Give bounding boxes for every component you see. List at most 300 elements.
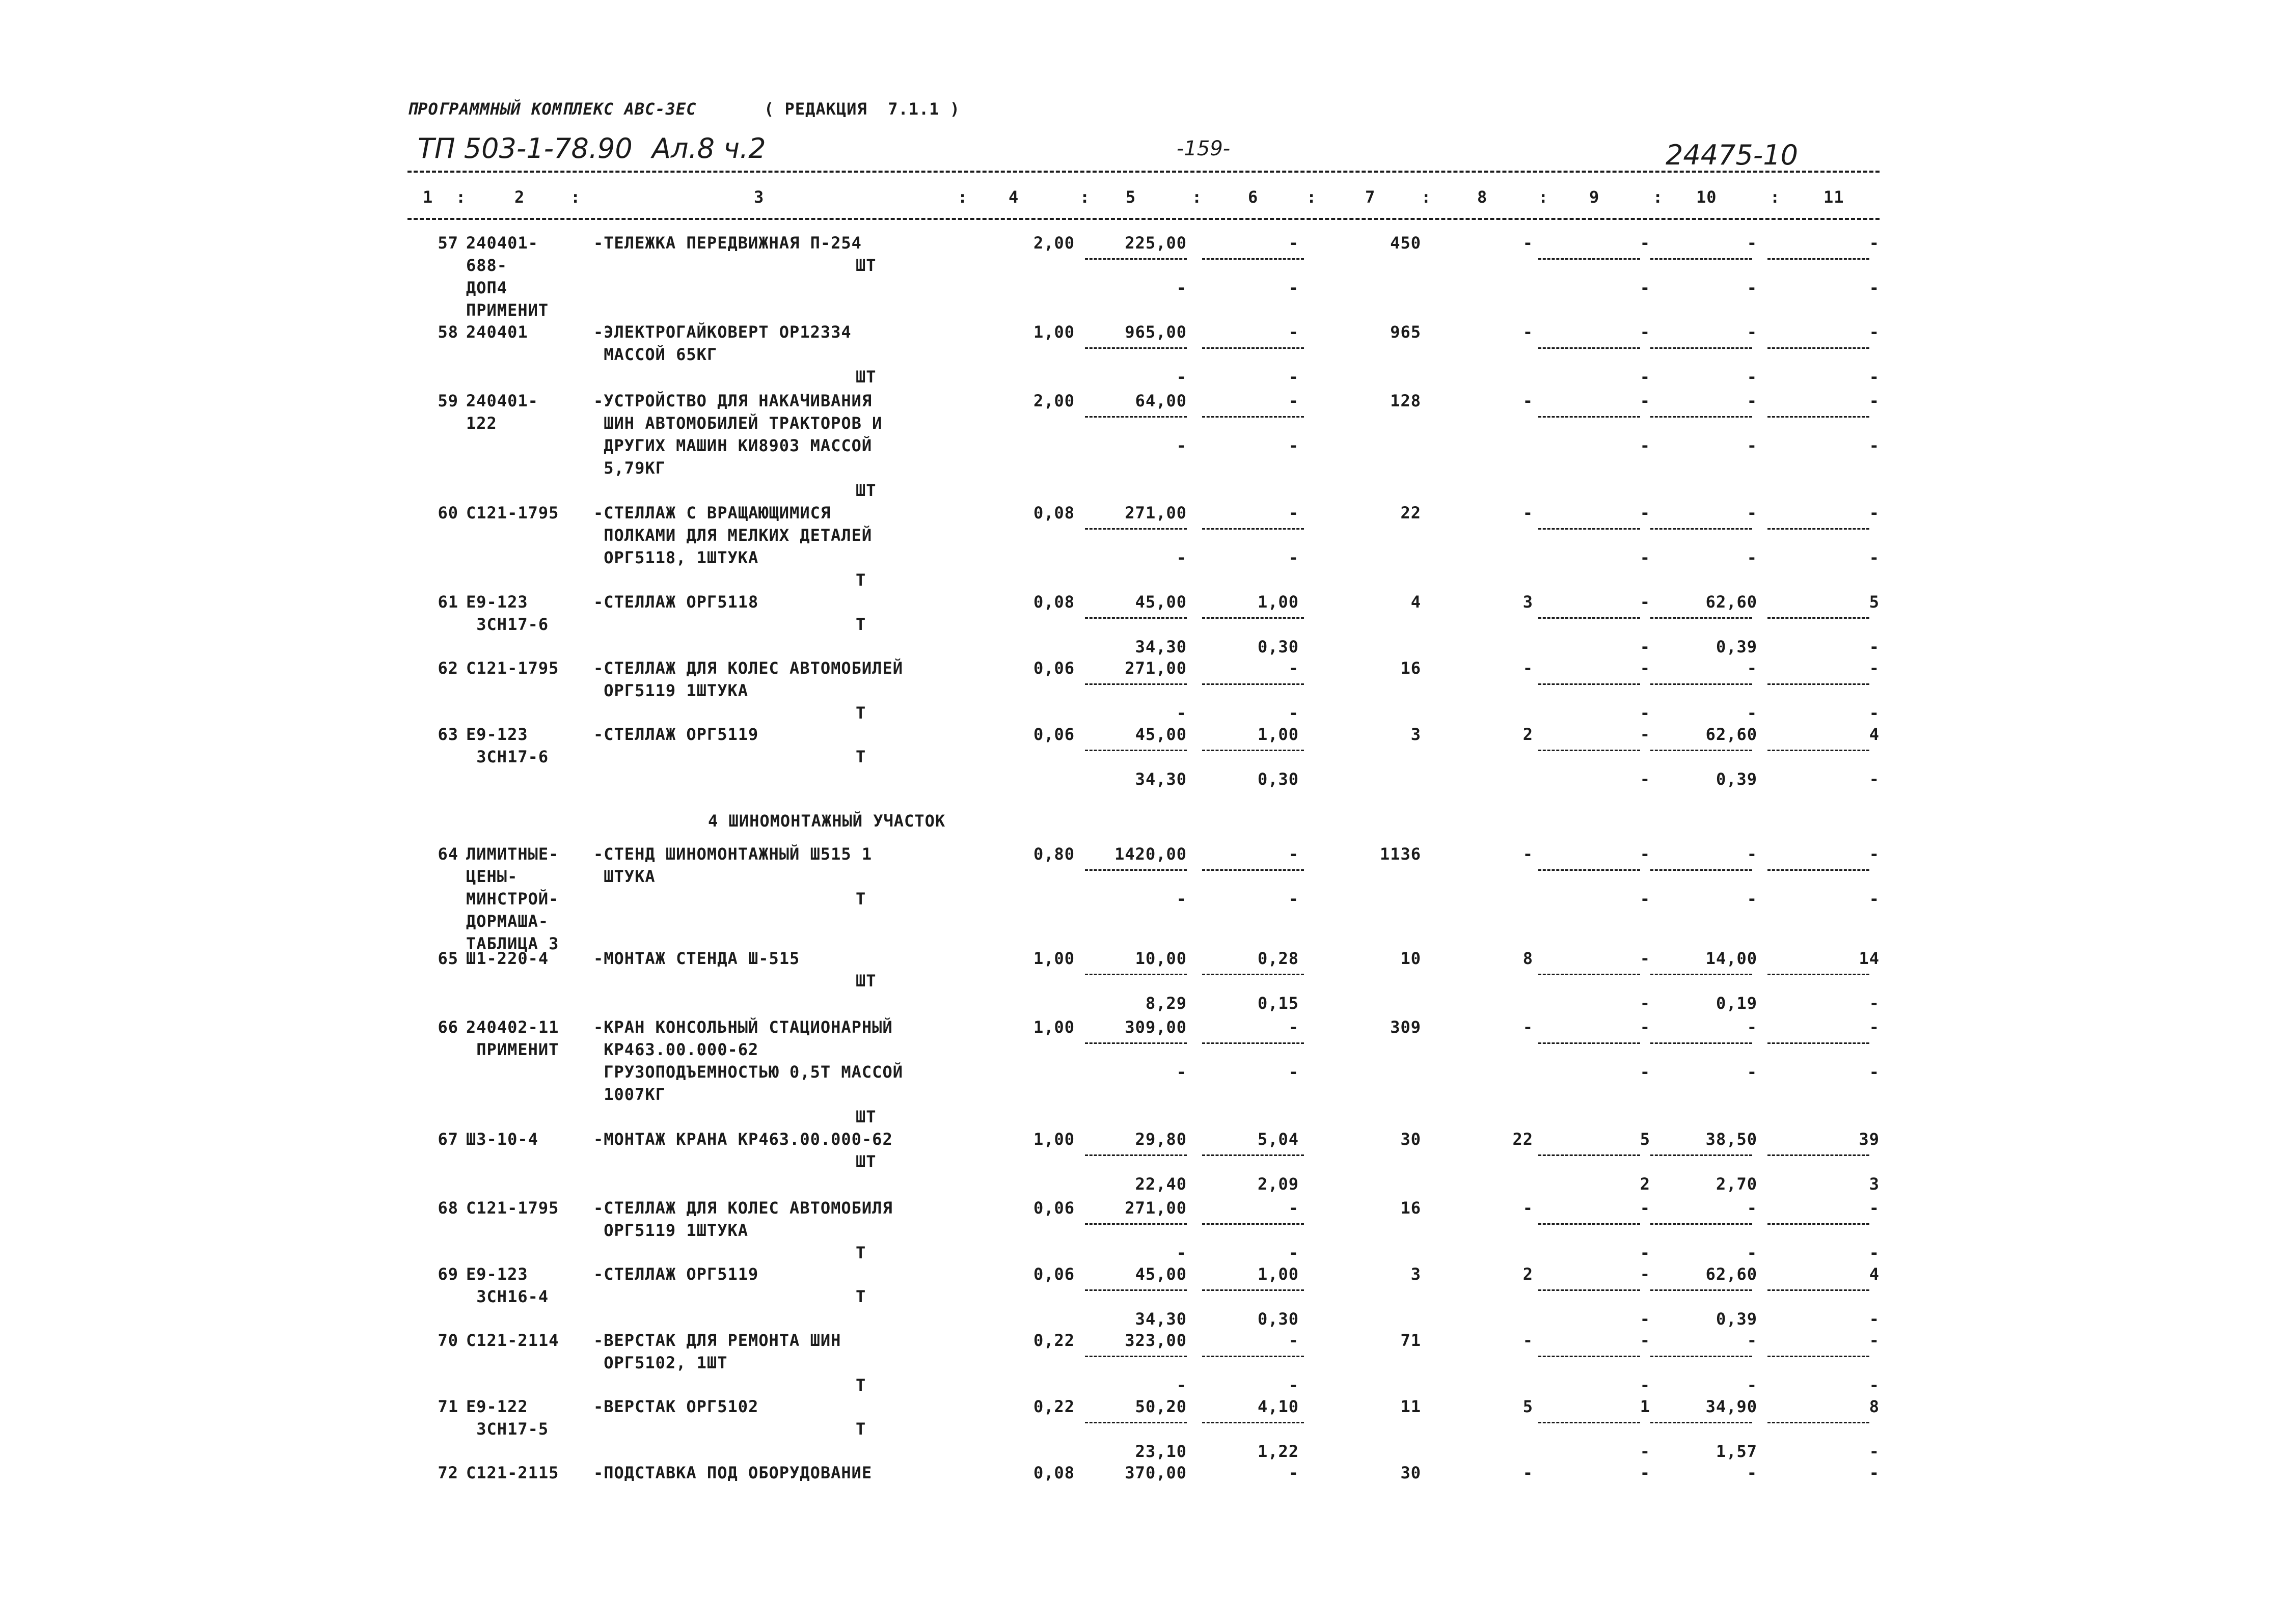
header-rule-top bbox=[407, 171, 1880, 173]
cost-subvalue-c9: - bbox=[1640, 1309, 1650, 1329]
dashed-divider bbox=[1202, 1422, 1304, 1423]
dashed-divider bbox=[1085, 617, 1187, 619]
cost-value-c6: 0,28 bbox=[1257, 949, 1299, 968]
unit-label: Т bbox=[856, 1287, 866, 1306]
dashed-divider bbox=[1202, 1223, 1304, 1225]
unit-label: Т bbox=[856, 1419, 866, 1439]
cost-subvalue-c5: - bbox=[1176, 367, 1187, 387]
cost-value-c7: 450 bbox=[1390, 233, 1421, 253]
cost-subvalue-c10: - bbox=[1747, 1243, 1757, 1262]
row-number: 65 bbox=[438, 949, 458, 968]
dashed-divider bbox=[1085, 258, 1187, 260]
cost-subvalue-c5: - bbox=[1176, 703, 1187, 723]
cost-subvalue-c6: - bbox=[1288, 703, 1299, 723]
cost-value-c11: - bbox=[1869, 322, 1880, 342]
cost-value-c9: 5 bbox=[1640, 1130, 1650, 1149]
cost-value-c10: - bbox=[1747, 1331, 1757, 1350]
cost-subvalue-c10: - bbox=[1747, 367, 1757, 387]
cost-subvalue-c10: 2,70 bbox=[1716, 1174, 1757, 1194]
cost-value-c6: 1,00 bbox=[1257, 725, 1299, 744]
cost-value-c5: 965,00 bbox=[1125, 322, 1187, 342]
row-number: 69 bbox=[438, 1264, 458, 1284]
work-description: -ПОДСТАВКА ПОД ОБОРУДОВАНИЕ bbox=[593, 1463, 873, 1482]
dashed-divider bbox=[1767, 617, 1869, 619]
resource-code: Е9-123 bbox=[466, 592, 528, 612]
dashed-divider bbox=[1767, 528, 1869, 530]
unit-label: ШТ bbox=[856, 367, 877, 387]
work-description: -СТЕЛЛАЖ ОРГ5119 bbox=[593, 725, 759, 744]
row-number: 61 bbox=[438, 592, 458, 612]
cost-subvalue-c11: - bbox=[1869, 889, 1880, 909]
work-description: ГРУЗОПОДЪЕМНОСТЬЮ 0,5Т МАССОЙ bbox=[593, 1062, 903, 1082]
unit-label: Т bbox=[856, 1243, 866, 1262]
cost-value-c9: - bbox=[1640, 1463, 1650, 1482]
work-description: ДРУГИХ МАШИН КИ8903 МАССОЙ bbox=[593, 436, 873, 455]
cost-subvalue-c9: - bbox=[1640, 1062, 1650, 1082]
cost-value-c8: 3 bbox=[1522, 592, 1533, 612]
cost-subvalue-c5: 34,30 bbox=[1135, 769, 1187, 789]
cost-subvalue-c9: - bbox=[1640, 436, 1650, 455]
cost-subvalue-c6: - bbox=[1288, 889, 1299, 909]
work-description: ОРГ5119 1ШТУКА bbox=[593, 681, 748, 700]
dashed-divider bbox=[1650, 617, 1752, 619]
cost-value-c5: 50,20 bbox=[1135, 1397, 1187, 1416]
cost-value-c8: - bbox=[1522, 322, 1533, 342]
cost-subvalue-c10: - bbox=[1747, 278, 1757, 297]
unit-label: ШТ bbox=[856, 1152, 877, 1171]
cost-subvalue-c11: - bbox=[1869, 548, 1880, 567]
cost-value-c9: - bbox=[1640, 233, 1650, 253]
cost-subvalue-c6: - bbox=[1288, 548, 1299, 567]
work-description: ПОЛКАМИ ДЛЯ МЕЛКИХ ДЕТАЛЕЙ bbox=[593, 526, 873, 545]
quantity-value: 0,22 bbox=[1033, 1397, 1075, 1416]
section-title: 4 ШИНОМОНТАЖНЫЙ УЧАСТОК bbox=[708, 811, 946, 831]
cost-value-c11: - bbox=[1869, 844, 1880, 864]
cost-value-c7: 309 bbox=[1390, 1017, 1421, 1037]
resource-code: ЦЕНЫ- bbox=[466, 867, 518, 886]
column-separator: : bbox=[570, 187, 581, 207]
cost-value-c11: - bbox=[1869, 233, 1880, 253]
cost-value-c10: - bbox=[1747, 1017, 1757, 1037]
work-description: -СТЕЛЛАЖ ДЛЯ КОЛЕС АВТОМОБИЛЕЙ bbox=[593, 658, 903, 678]
cost-subvalue-c5: 34,30 bbox=[1135, 637, 1187, 656]
dashed-divider bbox=[1650, 974, 1752, 975]
cost-subvalue-c6: - bbox=[1288, 367, 1299, 387]
column-number-6: 6 bbox=[1248, 187, 1259, 207]
cost-subvalue-c11: - bbox=[1869, 994, 1880, 1013]
cost-value-c8: - bbox=[1522, 658, 1533, 678]
unit-label: Т bbox=[856, 747, 866, 766]
resource-code: ПРИМЕНИТ bbox=[466, 300, 549, 320]
cost-value-c7: 128 bbox=[1390, 391, 1421, 410]
resource-code: 688- bbox=[466, 256, 508, 275]
cost-subvalue-c11: - bbox=[1869, 1375, 1880, 1395]
cost-value-c10: - bbox=[1747, 658, 1757, 678]
cost-value-c10: 34,90 bbox=[1705, 1397, 1757, 1416]
cost-value-c8: - bbox=[1522, 1198, 1533, 1218]
cost-value-c11: 8 bbox=[1869, 1397, 1880, 1416]
cost-value-c7: 3 bbox=[1410, 725, 1421, 744]
dashed-divider bbox=[1538, 683, 1640, 685]
resource-code: 240402-11 bbox=[466, 1017, 559, 1037]
work-description: -СТЕЛЛАЖ ОРГ5118 bbox=[593, 592, 759, 612]
dashed-divider bbox=[1767, 869, 1869, 871]
cost-value-c9: - bbox=[1640, 1198, 1650, 1218]
header-rule-bottom bbox=[407, 218, 1880, 220]
dashed-divider bbox=[1650, 1154, 1752, 1156]
dashed-divider bbox=[1538, 1289, 1640, 1291]
dashed-divider bbox=[1202, 1289, 1304, 1291]
edition-label: ( РЕДАКЦИЯ 7.1.1 ) bbox=[764, 99, 961, 119]
column-separator: : bbox=[1653, 187, 1664, 207]
row-number: 58 bbox=[438, 322, 458, 342]
cost-value-c8: - bbox=[1522, 844, 1533, 864]
cost-subvalue-c10: - bbox=[1747, 889, 1757, 909]
cost-subvalue-c9: 2 bbox=[1640, 1174, 1650, 1194]
cost-value-c11: 5 bbox=[1869, 592, 1880, 612]
work-description: КР463.00.000-62 bbox=[593, 1040, 759, 1059]
resource-code: С121-1795 bbox=[466, 658, 559, 678]
dashed-divider bbox=[1650, 683, 1752, 685]
cost-value-c5: 45,00 bbox=[1135, 592, 1187, 612]
quantity-value: 0,08 bbox=[1033, 1463, 1075, 1482]
dashed-divider bbox=[1202, 1154, 1304, 1156]
work-description: 5,79КГ bbox=[593, 458, 666, 478]
column-number-4: 4 bbox=[1009, 187, 1019, 207]
dashed-divider bbox=[1767, 1223, 1869, 1225]
cost-subvalue-c9: - bbox=[1640, 367, 1650, 387]
program-title: ПРОГРАММНЫЙ КОМПЛЕКС АВС-ЗЕС bbox=[407, 99, 697, 119]
cost-value-c9: - bbox=[1640, 725, 1650, 744]
resource-code: ЛИМИТНЫЕ- bbox=[466, 844, 559, 864]
cost-value-c9: - bbox=[1640, 391, 1650, 410]
cost-value-c10: - bbox=[1747, 233, 1757, 253]
resource-code: ТАБЛИЦА 3 bbox=[466, 934, 559, 953]
cost-value-c11: - bbox=[1869, 1198, 1880, 1218]
cost-subvalue-c9: - bbox=[1640, 889, 1650, 909]
cost-subvalue-c11: - bbox=[1869, 637, 1880, 656]
cost-value-c11: 14 bbox=[1859, 949, 1880, 968]
cost-value-c9: - bbox=[1640, 1017, 1650, 1037]
column-separator: : bbox=[456, 187, 467, 207]
work-description: -МОНТАЖ КРАНА КР463.00.000-62 bbox=[593, 1130, 893, 1149]
cost-subvalue-c11: - bbox=[1869, 436, 1880, 455]
quantity-value: 0,06 bbox=[1033, 725, 1075, 744]
cost-value-c5: 271,00 bbox=[1125, 1198, 1187, 1218]
resource-code: Ш3-10-4 bbox=[466, 1130, 538, 1149]
dashed-divider bbox=[1202, 974, 1304, 975]
cost-value-c5: 10,00 bbox=[1135, 949, 1187, 968]
cost-subvalue-c5: 8,29 bbox=[1145, 994, 1187, 1013]
work-description: -ТЕЛЕЖКА ПЕРЕДВИЖНАЯ П-254 bbox=[593, 233, 862, 253]
resource-code: С121-2115 bbox=[466, 1463, 559, 1482]
work-description: ОРГ5102, 1ШТ bbox=[593, 1353, 728, 1372]
quantity-value: 0,80 bbox=[1033, 844, 1075, 864]
row-number: 72 bbox=[438, 1463, 458, 1482]
cost-value-c5: 1420,00 bbox=[1114, 844, 1187, 864]
row-number: 70 bbox=[438, 1331, 458, 1350]
cost-value-c7: 16 bbox=[1400, 1198, 1421, 1218]
cost-subvalue-c5: - bbox=[1176, 278, 1187, 297]
cost-subvalue-c9: - bbox=[1640, 994, 1650, 1013]
cost-value-c11: - bbox=[1869, 503, 1880, 522]
cost-value-c5: 309,00 bbox=[1125, 1017, 1187, 1037]
cost-subvalue-c10: 1,57 bbox=[1716, 1442, 1757, 1461]
cost-value-c5: 370,00 bbox=[1125, 1463, 1187, 1482]
cost-value-c11: - bbox=[1869, 1463, 1880, 1482]
dashed-divider bbox=[1085, 750, 1187, 751]
dashed-divider bbox=[1085, 528, 1187, 530]
dashed-divider bbox=[1202, 347, 1304, 349]
cost-value-c8: 8 bbox=[1522, 949, 1533, 968]
cost-value-c6: - bbox=[1288, 233, 1299, 253]
cost-value-c5: 271,00 bbox=[1125, 503, 1187, 522]
cost-value-c5: 29,80 bbox=[1135, 1130, 1187, 1149]
cost-value-c6: - bbox=[1288, 322, 1299, 342]
dashed-divider bbox=[1538, 1422, 1640, 1423]
dashed-divider bbox=[1767, 1154, 1869, 1156]
column-separator: : bbox=[1080, 187, 1091, 207]
cost-subvalue-c9: - bbox=[1640, 703, 1650, 723]
row-number: 63 bbox=[438, 725, 458, 744]
row-number: 64 bbox=[438, 844, 458, 864]
dashed-divider bbox=[1085, 1356, 1187, 1357]
cost-value-c6: - bbox=[1288, 1017, 1299, 1037]
cost-value-c6: - bbox=[1288, 503, 1299, 522]
resource-code: ЗСН17-5 bbox=[466, 1419, 549, 1439]
cost-value-c10: - bbox=[1747, 391, 1757, 410]
column-separator: : bbox=[1770, 187, 1781, 207]
cost-value-c7: 11 bbox=[1400, 1397, 1421, 1416]
cost-subvalue-c9: - bbox=[1640, 1442, 1650, 1461]
resource-code: ЗСН17-6 bbox=[466, 747, 549, 766]
column-separator: : bbox=[1421, 187, 1432, 207]
cost-subvalue-c10: 0,19 bbox=[1716, 994, 1757, 1013]
resource-code: ДОРМАША- bbox=[466, 912, 549, 931]
dashed-divider bbox=[1202, 869, 1304, 871]
cost-subvalue-c9: - bbox=[1640, 1243, 1650, 1262]
cost-subvalue-c5: - bbox=[1176, 889, 1187, 909]
dashed-divider bbox=[1538, 258, 1640, 260]
cost-value-c5: 45,00 bbox=[1135, 1264, 1187, 1284]
unit-label: Т bbox=[856, 615, 866, 634]
work-description: -ЭЛЕКТРОГАЙКОВЕРТ ОР12334 bbox=[593, 322, 852, 342]
cost-subvalue-c9: - bbox=[1640, 637, 1650, 656]
cost-value-c7: 4 bbox=[1410, 592, 1421, 612]
dashed-divider bbox=[1650, 258, 1752, 260]
dashed-divider bbox=[1085, 869, 1187, 871]
work-description: -СТЕЛЛАЖ С ВРАЩАЮЩИМИСЯ bbox=[593, 503, 831, 522]
unit-label: ШТ bbox=[856, 1107, 877, 1126]
work-description: -ВЕРСТАК ДЛЯ РЕМОНТА ШИН bbox=[593, 1331, 841, 1350]
dashed-divider bbox=[1538, 1042, 1640, 1044]
cost-subvalue-c6: 0,30 bbox=[1257, 637, 1299, 656]
cost-value-c7: 3 bbox=[1410, 1264, 1421, 1284]
dashed-divider bbox=[1085, 347, 1187, 349]
dashed-divider bbox=[1085, 416, 1187, 418]
dashed-divider bbox=[1650, 1223, 1752, 1225]
cost-value-c10: - bbox=[1747, 1463, 1757, 1482]
cost-subvalue-c11: - bbox=[1869, 703, 1880, 723]
column-separator: : bbox=[1307, 187, 1317, 207]
work-description: -КРАН КОНСОЛЬНЫЙ СТАЦИОНАРНЫЙ bbox=[593, 1017, 893, 1037]
cost-value-c11: - bbox=[1869, 391, 1880, 410]
cost-value-c11: 4 bbox=[1869, 1264, 1880, 1284]
cost-subvalue-c10: 0,39 bbox=[1716, 769, 1757, 789]
unit-label: ШТ bbox=[856, 971, 877, 990]
cost-value-c6: - bbox=[1288, 1198, 1299, 1218]
dashed-divider bbox=[1767, 1356, 1869, 1357]
resource-code: МИНСТРОЙ- bbox=[466, 889, 559, 909]
cost-value-c11: 39 bbox=[1859, 1130, 1880, 1149]
cost-value-c5: 323,00 bbox=[1125, 1331, 1187, 1350]
resource-code: ЗСН17-6 bbox=[466, 615, 549, 634]
cost-value-c10: - bbox=[1747, 844, 1757, 864]
dashed-divider bbox=[1202, 683, 1304, 685]
work-description: ОРГ5118, 1ШТУКА bbox=[593, 548, 759, 567]
cost-subvalue-c5: 22,40 bbox=[1135, 1174, 1187, 1194]
dashed-divider bbox=[1650, 1289, 1752, 1291]
cost-value-c8: - bbox=[1522, 1331, 1533, 1350]
cost-value-c6: 1,00 bbox=[1257, 1264, 1299, 1284]
cost-value-c10: 62,60 bbox=[1705, 592, 1757, 612]
cost-subvalue-c11: - bbox=[1869, 1243, 1880, 1262]
cost-value-c10: - bbox=[1747, 322, 1757, 342]
cost-subvalue-c5: 34,30 bbox=[1135, 1309, 1187, 1329]
row-number: 57 bbox=[438, 233, 458, 253]
dashed-divider bbox=[1085, 1422, 1187, 1423]
column-number-7: 7 bbox=[1365, 187, 1376, 207]
cost-subvalue-c5: - bbox=[1176, 1375, 1187, 1395]
resource-code: Е9-122 bbox=[466, 1397, 528, 1416]
cost-subvalue-c11: - bbox=[1869, 1309, 1880, 1329]
column-number-2: 2 bbox=[514, 187, 525, 207]
row-number: 59 bbox=[438, 391, 458, 410]
work-description: -СТЕЛЛАЖ ДЛЯ КОЛЕС АВТОМОБИЛЯ bbox=[593, 1198, 893, 1218]
row-number: 62 bbox=[438, 658, 458, 678]
dashed-divider bbox=[1085, 974, 1187, 975]
resource-code: 240401- bbox=[466, 233, 538, 253]
work-description: ШТУКА bbox=[593, 867, 656, 886]
cost-value-c7: 965 bbox=[1390, 322, 1421, 342]
dashed-divider bbox=[1538, 974, 1640, 975]
dashed-divider bbox=[1085, 1154, 1187, 1156]
dashed-divider bbox=[1767, 750, 1869, 751]
cost-subvalue-c11: 3 bbox=[1869, 1174, 1880, 1194]
cost-subvalue-c6: - bbox=[1288, 1062, 1299, 1082]
unit-label: Т bbox=[856, 889, 866, 909]
dashed-divider bbox=[1767, 347, 1869, 349]
dashed-divider bbox=[1085, 1223, 1187, 1225]
cost-subvalue-c6: 2,09 bbox=[1257, 1174, 1299, 1194]
column-number-8: 8 bbox=[1477, 187, 1488, 207]
cost-value-c9: - bbox=[1640, 1331, 1650, 1350]
dashed-divider bbox=[1650, 528, 1752, 530]
cost-value-c9: - bbox=[1640, 1264, 1650, 1284]
cost-value-c6: 4,10 bbox=[1257, 1397, 1299, 1416]
cost-value-c10: 62,60 bbox=[1705, 725, 1757, 744]
row-number: 71 bbox=[438, 1397, 458, 1416]
resource-code: 240401 bbox=[466, 322, 528, 342]
dashed-divider bbox=[1202, 528, 1304, 530]
quantity-value: 2,00 bbox=[1033, 233, 1075, 253]
resource-code: ЗСН16-4 bbox=[466, 1287, 549, 1306]
work-description: 1007КГ bbox=[593, 1085, 666, 1104]
cost-value-c6: - bbox=[1288, 844, 1299, 864]
cost-value-c10: - bbox=[1747, 1198, 1757, 1218]
cost-value-c8: - bbox=[1522, 503, 1533, 522]
cost-value-c6: - bbox=[1288, 658, 1299, 678]
dashed-divider bbox=[1650, 869, 1752, 871]
dashed-divider bbox=[1202, 617, 1304, 619]
column-number-11: 11 bbox=[1824, 187, 1844, 207]
column-separator: : bbox=[1538, 187, 1549, 207]
dashed-divider bbox=[1650, 1356, 1752, 1357]
row-number: 60 bbox=[438, 503, 458, 522]
cost-value-c8: 2 bbox=[1522, 1264, 1533, 1284]
cost-subvalue-c6: 0,30 bbox=[1257, 1309, 1299, 1329]
column-separator: : bbox=[1192, 187, 1203, 207]
row-number: 67 bbox=[438, 1130, 458, 1149]
unit-label: Т bbox=[856, 1375, 866, 1395]
cost-value-c9: - bbox=[1640, 658, 1650, 678]
cost-value-c10: 14,00 bbox=[1705, 949, 1757, 968]
cost-subvalue-c5: - bbox=[1176, 1062, 1187, 1082]
cost-value-c6: - bbox=[1288, 1331, 1299, 1350]
work-description: -ВЕРСТАК ОРГ5102 bbox=[593, 1397, 759, 1416]
cost-value-c5: 64,00 bbox=[1135, 391, 1187, 410]
dashed-divider bbox=[1767, 1289, 1869, 1291]
cost-value-c9: - bbox=[1640, 322, 1650, 342]
cost-value-c11: - bbox=[1869, 658, 1880, 678]
cost-value-c6: 1,00 bbox=[1257, 592, 1299, 612]
unit-label: Т bbox=[856, 703, 866, 723]
quantity-value: 1,00 bbox=[1033, 322, 1075, 342]
dashed-divider bbox=[1767, 258, 1869, 260]
unit-label: Т bbox=[856, 570, 866, 590]
dashed-divider bbox=[1085, 683, 1187, 685]
resource-code: ДОП4 bbox=[466, 278, 508, 297]
quantity-value: 2,00 bbox=[1033, 391, 1075, 410]
cost-value-c7: 71 bbox=[1400, 1331, 1421, 1350]
dashed-divider bbox=[1767, 683, 1869, 685]
cost-value-c9: 1 bbox=[1640, 1397, 1650, 1416]
cost-value-c7: 30 bbox=[1400, 1463, 1421, 1482]
column-separator: : bbox=[958, 187, 968, 207]
cost-subvalue-c11: - bbox=[1869, 1062, 1880, 1082]
cost-subvalue-c9: - bbox=[1640, 278, 1650, 297]
work-description: МАССОЙ 65КГ bbox=[593, 345, 718, 364]
work-description: ОРГ5119 1ШТУКА bbox=[593, 1221, 748, 1240]
cost-subvalue-c10: 0,39 bbox=[1716, 1309, 1757, 1329]
dashed-divider bbox=[1538, 347, 1640, 349]
resource-code: С121-2114 bbox=[466, 1331, 559, 1350]
dashed-divider bbox=[1650, 1422, 1752, 1423]
unit-label: ШТ bbox=[856, 256, 877, 275]
cost-subvalue-c10: - bbox=[1747, 1062, 1757, 1082]
cost-value-c8: 5 bbox=[1522, 1397, 1533, 1416]
quantity-value: 0,06 bbox=[1033, 658, 1075, 678]
quantity-value: 0,08 bbox=[1033, 503, 1075, 522]
cost-value-c6: - bbox=[1288, 391, 1299, 410]
dashed-divider bbox=[1202, 416, 1304, 418]
unit-label: ШТ bbox=[856, 481, 877, 500]
work-description: -СТЕЛЛАЖ ОРГ5119 bbox=[593, 1264, 759, 1284]
cost-subvalue-c5: - bbox=[1176, 548, 1187, 567]
cost-subvalue-c6: - bbox=[1288, 436, 1299, 455]
resource-code: Ш1-220-4 bbox=[466, 949, 549, 968]
dashed-divider bbox=[1202, 258, 1304, 260]
